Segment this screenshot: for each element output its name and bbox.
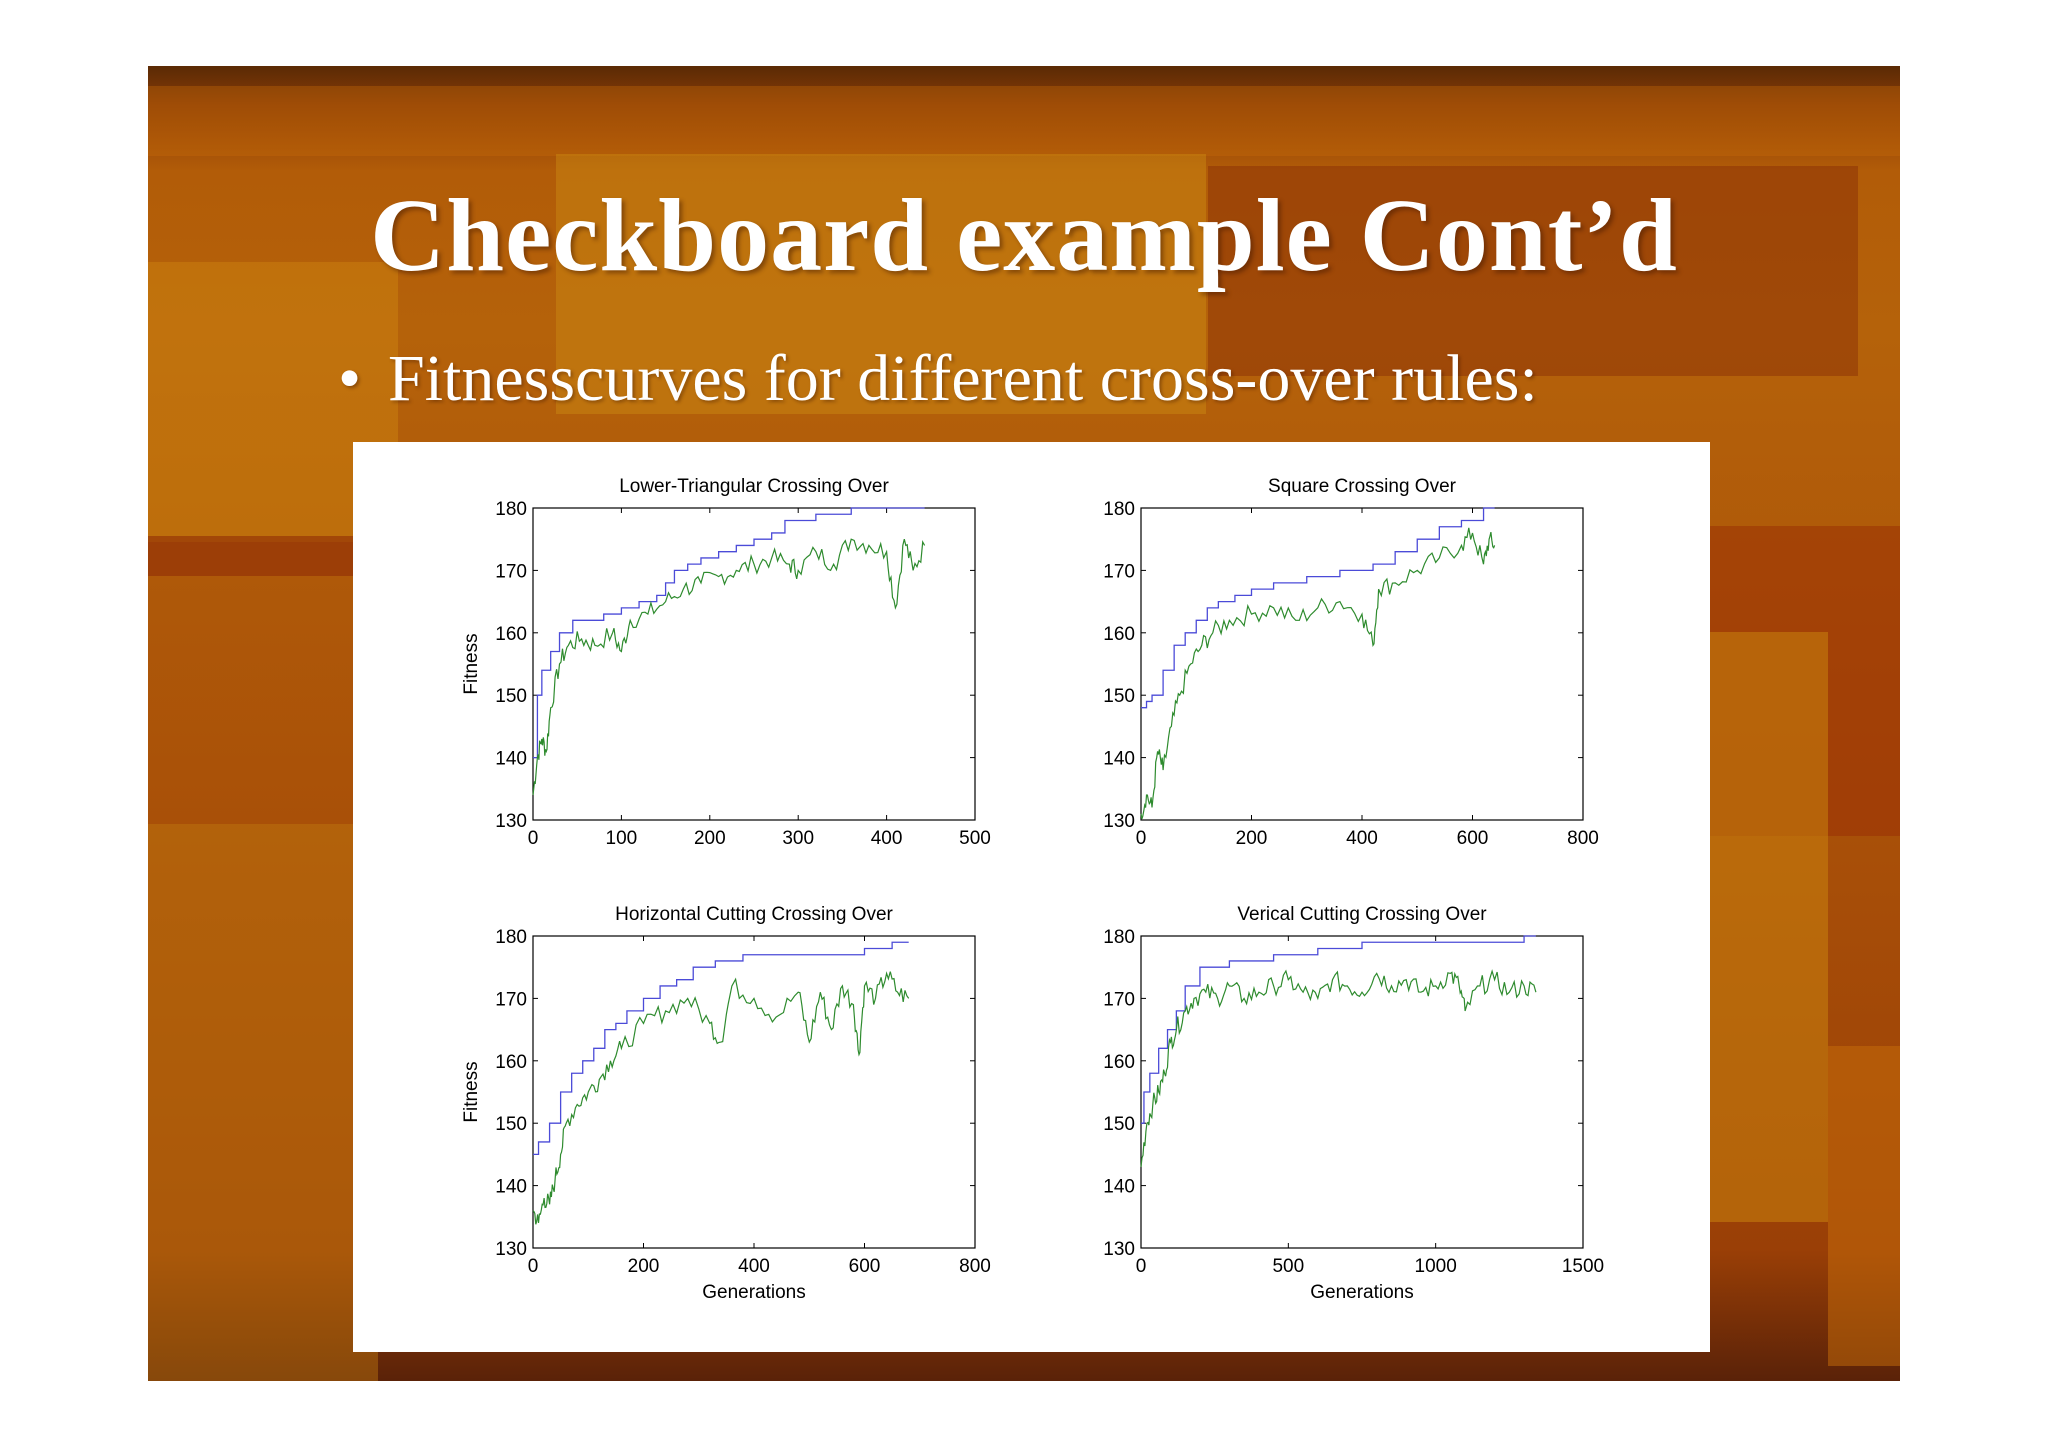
y-tick-label: 150: [495, 1114, 527, 1136]
y-tick-label: 140: [495, 748, 527, 770]
x-tick-label: 0: [1135, 828, 1147, 849]
plot-area: [533, 936, 975, 1248]
x-tick-label: 600: [848, 1256, 881, 1277]
plot-area: [1141, 936, 1583, 1248]
y-tick-label: 180: [495, 927, 527, 948]
x-tick-label: 200: [1235, 828, 1268, 849]
x-tick-label: 500: [959, 828, 991, 849]
x-tick-label: 800: [959, 1256, 991, 1277]
slide: [148, 66, 1900, 1381]
y-tick-label: 170: [1103, 561, 1135, 583]
y-tick-label: 130: [1103, 811, 1135, 832]
x-tick-label: 500: [1272, 1256, 1305, 1277]
y-axis-label: Fitness: [461, 633, 482, 695]
y-tick-label: 160: [495, 1051, 527, 1073]
y-tick-label: 180: [1103, 499, 1135, 520]
x-tick-label: 1500: [1561, 1256, 1605, 1277]
subplot-3: [461, 904, 991, 1303]
y-tick-label: 170: [495, 989, 527, 1011]
chart-title: Lower-Triangular Crossing Over: [619, 476, 889, 497]
y-tick-label: 160: [495, 623, 527, 645]
subplot-4: [1103, 904, 1604, 1303]
x-tick-label: 400: [870, 828, 903, 849]
x-tick-label: 0: [527, 1256, 539, 1277]
y-tick-label: 130: [495, 811, 527, 832]
y-tick-label: 160: [1103, 1051, 1135, 1073]
y-tick-label: 130: [1103, 1239, 1135, 1260]
x-tick-label: 400: [738, 1256, 770, 1277]
plot-area: [1141, 508, 1583, 820]
x-tick-label: 800: [1567, 828, 1599, 849]
subplot-1: [461, 476, 991, 849]
y-tick-label: 140: [1103, 748, 1135, 770]
background-block: [148, 824, 378, 1381]
y-tick-label: 140: [1103, 1176, 1135, 1198]
y-axis-label: Fitness: [461, 1061, 482, 1123]
x-tick-label: 600: [1456, 828, 1489, 849]
x-tick-label: 200: [693, 828, 726, 849]
background-block: [1708, 632, 1828, 1222]
y-tick-label: 130: [495, 1239, 527, 1260]
subplot-2: [1103, 476, 1599, 849]
x-axis-label: Generations: [1310, 1282, 1414, 1303]
x-tick-label: 300: [782, 828, 815, 849]
y-tick-label: 180: [495, 499, 527, 520]
y-tick-label: 170: [495, 561, 527, 583]
figure-svg: [353, 442, 1710, 1352]
y-tick-label: 150: [495, 686, 527, 708]
figure-panel: [353, 442, 1710, 1352]
chart-title: Horizontal Cutting Crossing Over: [615, 904, 893, 925]
x-axis-label: Generations: [702, 1282, 806, 1303]
y-tick-label: 150: [1103, 686, 1135, 708]
bullet-point: [338, 341, 1538, 417]
x-tick-label: 100: [605, 828, 638, 849]
y-tick-label: 180: [1103, 927, 1135, 948]
x-tick-label: 400: [1346, 828, 1378, 849]
slide-title: Checkboard example Cont’d: [370, 178, 1678, 293]
x-tick-label: 200: [627, 1256, 660, 1277]
x-tick-label: 1000: [1414, 1256, 1457, 1277]
background-block: [1828, 1046, 1900, 1366]
y-tick-label: 170: [1103, 989, 1135, 1011]
y-tick-label: 160: [1103, 623, 1135, 645]
chart-title: Square Crossing Over: [1268, 476, 1456, 497]
chart-title: Verical Cutting Crossing Over: [1237, 904, 1487, 925]
y-tick-label: 140: [495, 1176, 527, 1198]
bullet-marker: •: [338, 342, 362, 415]
bullet-text: Fitnesscurves for different cross-over rules:: [388, 342, 1538, 415]
y-tick-label: 150: [1103, 1114, 1135, 1136]
x-tick-label: 0: [1135, 1256, 1147, 1277]
x-tick-label: 0: [527, 828, 539, 849]
background-block: [148, 536, 378, 576]
background-block: [148, 86, 1900, 156]
